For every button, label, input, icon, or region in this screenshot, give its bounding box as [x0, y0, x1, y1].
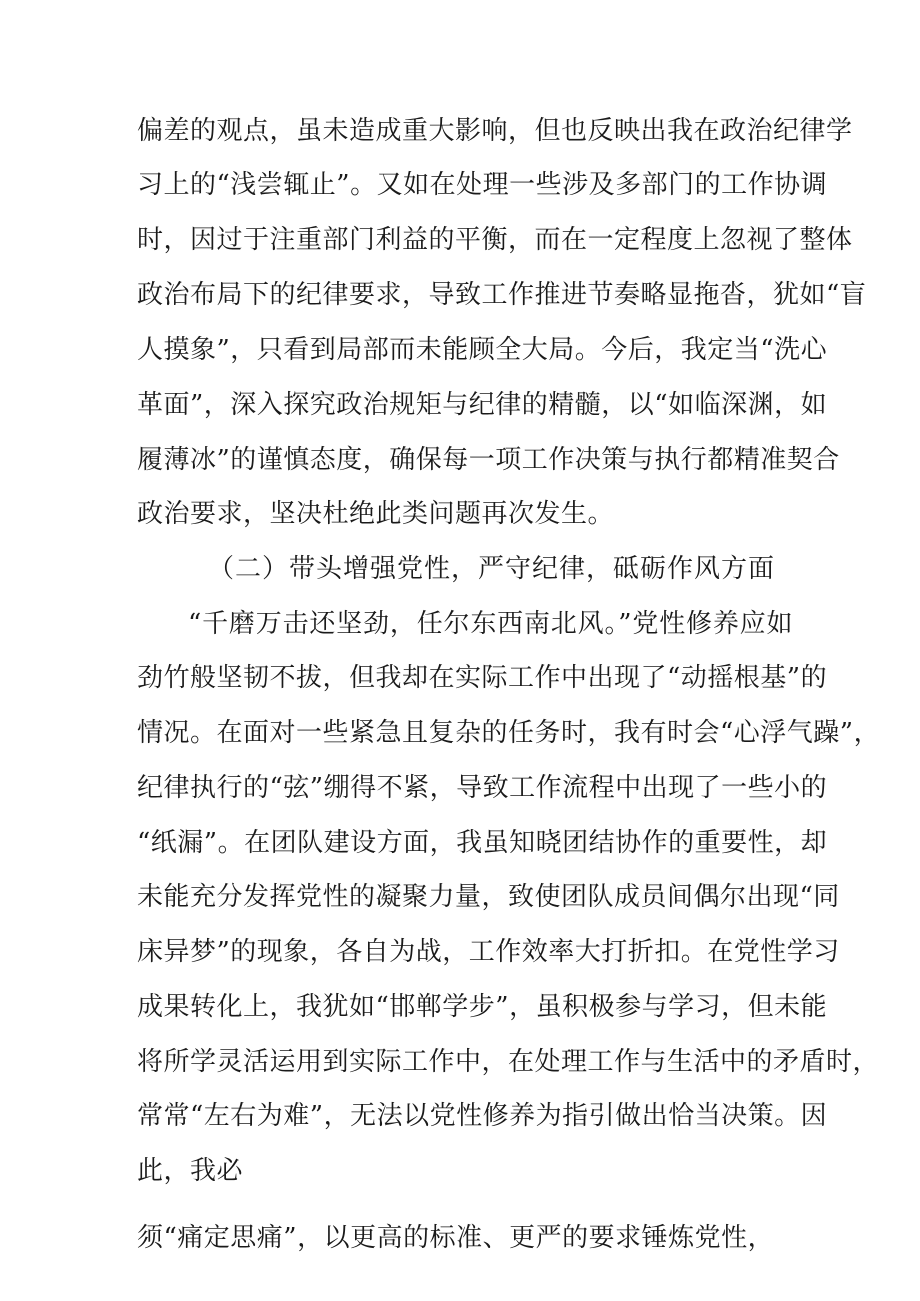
section-heading: （二）带头增强党性，严守纪律，砥砺作风方面: [208, 554, 776, 584]
paragraph-2-line-3: 情况。在面对一些紧急且复杂的任务时，我有时会“心浮气躁”，: [137, 718, 881, 748]
paragraph-2-line-10: 常常“左右为难”，无法以党性修养为指引做出恰当决策。因: [137, 1101, 828, 1131]
continuation-line: 须“痛定思痛”，以更高的标准、更严的要求锤炼党性，: [137, 1223, 775, 1253]
paragraph-2-line-5: “纸漏”。在团队建设方面，我虽知晓团结协作的重要性，却: [137, 828, 828, 858]
paragraph-1-line-1: 偏差的观点，虽未造成重大影响，但也反映出我在政治纪律学: [137, 116, 853, 146]
paragraph-1-line-5: 人摸象”，只看到局部而未能顾全大局。今后，我定当“洗心: [137, 335, 828, 365]
paragraph-1-line-3: 时，因过于注重部门利益的平衡，而在一定程度上忽视了整体: [137, 225, 853, 255]
paragraph-2-line-11: 此，我必: [137, 1156, 244, 1186]
paragraph-2-line-4: 纪律执行的“弦”绷得不紧，导致工作流程中出现了一些小的: [137, 773, 828, 803]
paragraph-2-line-6: 未能充分发挥党性的凝聚力量，致使团队成员间偶尔出现“同: [137, 882, 840, 912]
paragraph-1-line-2: 习上的“浅尝辄止”。又如在处理一些涉及多部门的工作协调: [137, 170, 828, 200]
paragraph-2-line-9: 将所学灵活运用到实际工作中，在处理工作与生活中的矛盾时，: [137, 1047, 880, 1077]
paragraph-2-line-1: “千磨万击还坚劲，任尔东西南北风。”党性修养应如: [188, 609, 793, 639]
paragraph-1-line-7: 履薄冰”的谨慎态度，确保每一项工作决策与执行都精准契合: [137, 445, 840, 475]
paragraph-1-line-4: 政治布局下的纪律要求，导致工作推进节奏略显拖沓，犹如“盲: [137, 280, 867, 310]
paragraph-1-line-8: 政治要求，坚决杜绝此类问题再次发生。: [137, 499, 615, 529]
paragraph-2-line-8: 成果转化上，我犹如“邯郸学步”，虽积极参与学习，但未能: [137, 992, 828, 1022]
paragraph-2-line-7: 床异梦”的现象，各自为战，工作效率大打折扣。在党性学习: [137, 937, 840, 967]
paragraph-1-line-6: 革面”，深入探究政治规矩与纪律的精髓，以“如临深渊，如: [137, 390, 828, 420]
paragraph-2-line-2: 劲竹般坚韧不拔，但我却在实际工作中出现了“动摇根基”的: [137, 663, 828, 693]
